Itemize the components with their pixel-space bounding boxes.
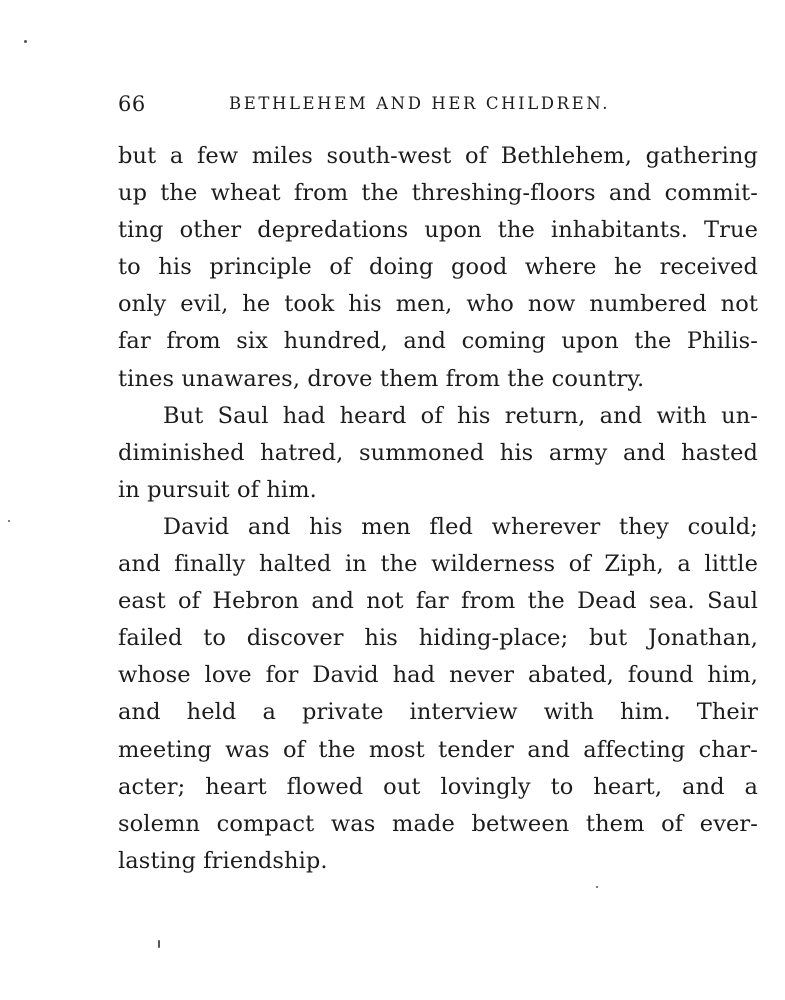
running-head bbox=[118, 92, 658, 122]
text-line: but a few miles south-west of Bethlehem, gathering bbox=[118, 143, 758, 169]
paper-speck bbox=[24, 40, 27, 43]
text-line: failed to discover his hiding-place; but Jonathan, bbox=[118, 625, 758, 652]
text-line: up the wheat from the threshing-floors and commit- bbox=[118, 180, 758, 207]
text-line: lasting friendship. bbox=[118, 847, 328, 874]
text-line: diminished hatred, summoned his army and hasted bbox=[118, 439, 758, 466]
text-line: to his principle of doing good where he received bbox=[118, 254, 758, 281]
text-line: in pursuit of him. bbox=[118, 476, 317, 503]
text-line: and finally halted in the wilderness of Ziph, a little bbox=[118, 551, 758, 578]
text-line: far from six hundred, and coming upon the Philis- bbox=[118, 328, 758, 355]
text-line: tines unawares, drove them from the country. bbox=[118, 365, 645, 392]
text-line: ting other depredations upon the inhabitants. True bbox=[118, 217, 758, 244]
text-line: east of Hebron and not far from the Dead sea. Saul bbox=[118, 588, 758, 615]
text-line: only evil, he took his men, who now numbered not bbox=[118, 291, 758, 318]
running-title: BETHLEHEM AND HER CHILDREN. bbox=[229, 94, 611, 113]
body-text bbox=[118, 138, 758, 880]
text-line: David and his men fled wherever they could; bbox=[163, 513, 758, 540]
paper-speck bbox=[596, 886, 598, 888]
text-line: and held a private interview with him. Their bbox=[118, 699, 758, 726]
paper-speck bbox=[158, 940, 160, 948]
page-number: 66 bbox=[118, 92, 146, 116]
paper-speck bbox=[8, 520, 10, 522]
text-line: solemn compact was made between them of ever- bbox=[118, 810, 758, 837]
text-line: meeting was of the most tender and affecting char- bbox=[118, 736, 758, 763]
text-line: But Saul had heard of his return, and with un- bbox=[163, 402, 758, 429]
text-line: whose love for David had never abated, found him, bbox=[118, 662, 758, 689]
text-line: acter; heart flowed out lovingly to heart, and a bbox=[118, 773, 758, 800]
